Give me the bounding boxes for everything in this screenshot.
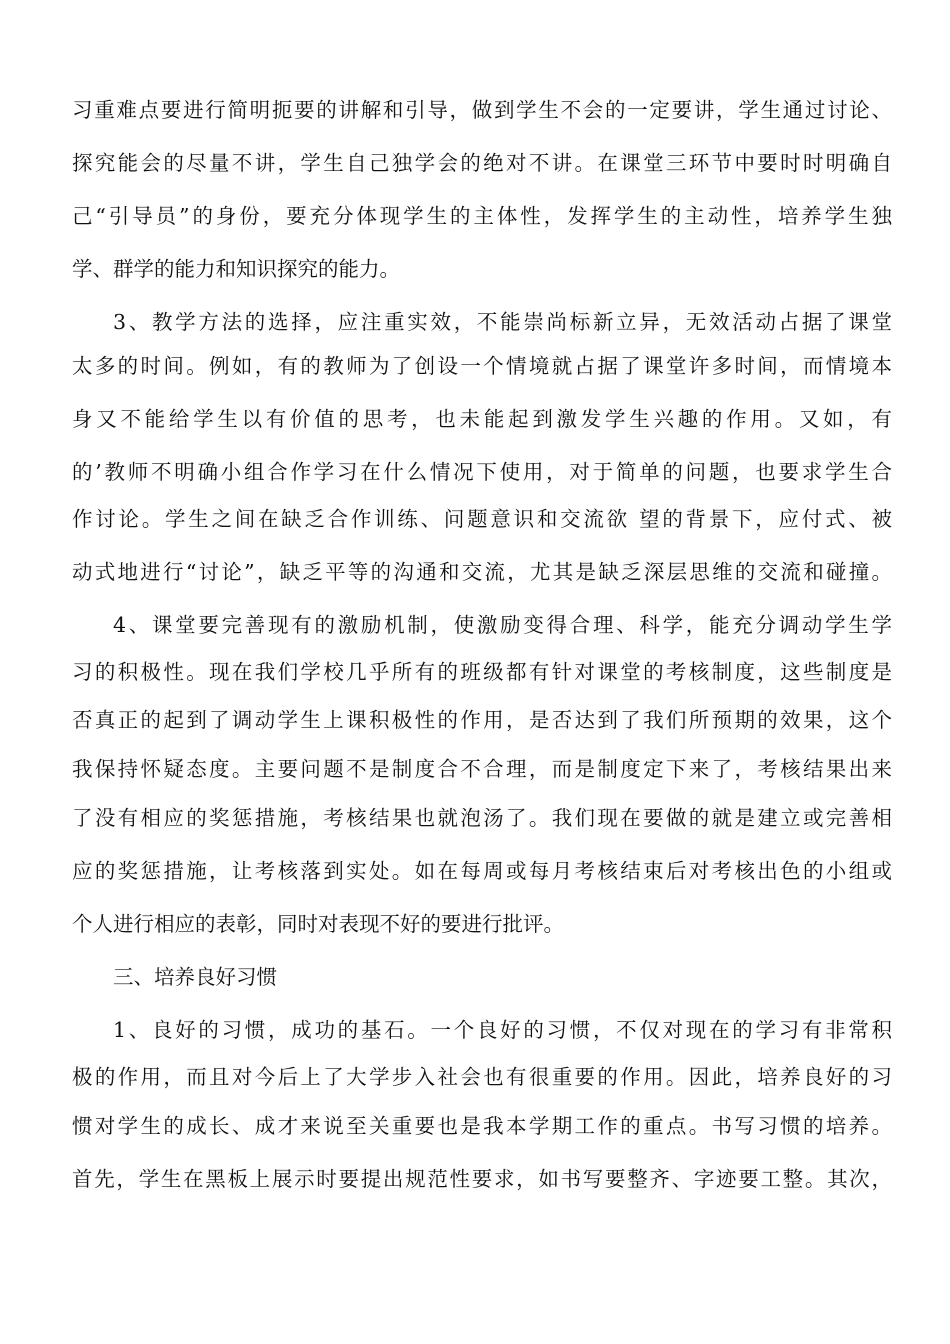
text-line-15: 了没有相应的奖惩措施，考核结果也就泡汤了。我们现在要做的就是建立或完善相 (72, 806, 892, 830)
text-line-19: 1、良好的习惯，成功的基石。一个良好的习惯，不仅对现在的学习有非常积 (113, 1018, 892, 1042)
text-line-12: 习的积极性。现在我们学校几乎所有的班级都有针对课堂的考核制度，这些制度是 (72, 660, 892, 684)
text-line-10: 动式地进行“讨论”，缺乏平等的沟通和交流，尤其是缺乏深层思维的交流和碰撞。 (72, 560, 892, 584)
text-line-13: 否真正的起到了调动学生上课积极性的作用，是否达到了我们所预期的效果，这个 (72, 708, 892, 732)
text-line-3: 己“引导员”的身份，要充分体现学生的主体性，发挥学生的主动性，培养学生独 (72, 204, 892, 228)
text-line-5: 3、教学方法的选择，应注重实效，不能崇尚标新立异，无效活动占据了课堂 (113, 310, 892, 334)
text-line-2: 探究能会的尽量不讲，学生自己独学会的绝对不讲。在课堂三环节中要时时明确自 (72, 151, 892, 175)
text-line-11: 4、课堂要完善现有的激励机制，使激励变得合理、科学，能充分调动学生学 (113, 613, 892, 637)
text-line-9: 作讨论。学生之间在缺乏合作训练、问题意识和交流欲 望的背景下，应付式、被 (72, 507, 892, 531)
text-line-4: 学、群学的能力和知识探究的能力。 (72, 257, 400, 281)
text-line-1: 习重难点要进行简明扼要的讲解和引导，做到学生不会的一定要讲，学生通过讨论、 (72, 98, 892, 122)
text-line-8: 的’教师不明确小组合作学习在什么情况下使用，对于简单的问题，也要求学生合 (72, 460, 892, 484)
text-line-21: 惯对学生的成长、成才来说至关重要也是我本学期工作的重点。书写习惯的培养。 (72, 1114, 892, 1138)
text-line-22: 首先，学生在黑板上展示时要提出规范性要求，如书写要整齐、字迹要工整。其次， (72, 1167, 892, 1191)
text-line-17: 个人进行相应的表彰，同时对表现不好的要进行批评。 (72, 912, 564, 936)
text-line-20: 极的作用，而且对今后上了大学步入社会也有很重要的作用。因此，培养良好的习 (72, 1065, 892, 1089)
text-line-16: 应的奖惩措施，让考核落到实处。如在每周或每月考核结束后对考核出色的小组或 (72, 859, 892, 883)
text-line-14: 我保持怀疑态度。主要问题不是制度合不合理，而是制度定下来了，考核结果出来 (72, 757, 892, 781)
text-line-6: 太多的时间。例如，有的教师为了创设一个情境就占据了课堂许多时间，而情境本 (72, 354, 892, 378)
text-line-7: 身又不能给学生以有价值的思考，也未能起到激发学生兴趣的作用。又如，有 (72, 407, 892, 431)
section-heading: 三、培养良好习惯 (113, 965, 277, 989)
